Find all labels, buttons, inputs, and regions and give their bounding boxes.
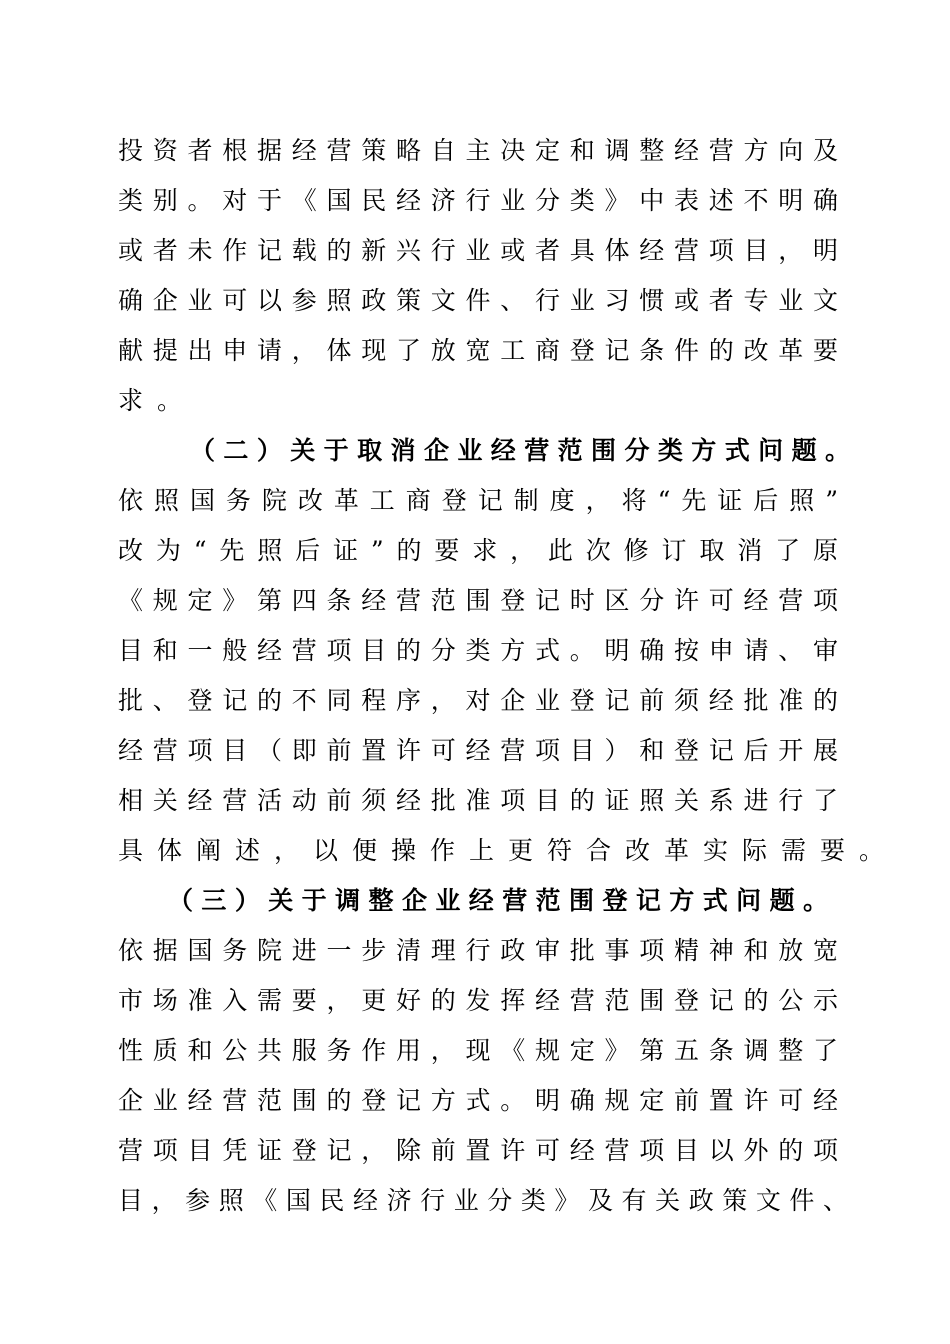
body-text-line: 相关经营活动前须经批准项目的证照关系进行了	[118, 786, 838, 815]
body-text-line: 营项目凭证登记，除前置许可经营项目以外的项	[118, 1136, 838, 1165]
body-text-line: 求。	[118, 386, 197, 415]
body-text-line: 献提出申请，体现了放宽工商登记条件的改革要	[118, 336, 838, 365]
body-text-line: 类别。对于《国民经济行业分类》中表述不明确	[118, 186, 838, 215]
body-text-line: 市场准入需要，更好的发挥经营范围登记的公示	[118, 986, 838, 1015]
body-text-line: 性质和公共服务作用，现《规定》第五条调整了	[118, 1036, 838, 1065]
body-text-line: 目，参照《国民经济行业分类》及有关政策文件、	[118, 1186, 848, 1215]
body-text-line: 或者未作记载的新兴行业或者具体经营项目，明	[118, 236, 838, 265]
body-text-line: 改为“先照后证”的要求，此次修订取消了原	[118, 536, 838, 565]
body-text-line: 经营项目（即前置许可经营项目）和登记后开展	[118, 736, 838, 765]
body-text-line: 具体阐述，以便操作上更符合改革实际需要。	[118, 836, 899, 865]
section-heading-3: （三）关于调整企业经营范围登记方式问题。	[168, 886, 828, 915]
body-text-line: 企业经营范围的登记方式。明确规定前置许可经	[118, 1086, 838, 1115]
body-text-line: 依据国务院进一步清理行政审批事项精神和放宽	[118, 936, 838, 965]
body-text-line: 批、登记的不同程序，对企业登记前须经批准的	[118, 686, 838, 715]
section-heading-2: （二）关于取消企业经营范围分类方式问题。	[190, 436, 850, 465]
body-text-line: 依照国务院改革工商登记制度，将“先证后照”	[118, 486, 838, 515]
body-text-line: 《规定》第四条经营范围登记时区分许可经营项	[118, 586, 838, 615]
body-text-line: 确企业可以参照政策文件、行业习惯或者专业文	[118, 286, 838, 315]
body-text-line: 投资者根据经营策略自主决定和调整经营方向及	[118, 136, 838, 165]
body-text-line: 目和一般经营项目的分类方式。明确按申请、审	[118, 636, 838, 665]
